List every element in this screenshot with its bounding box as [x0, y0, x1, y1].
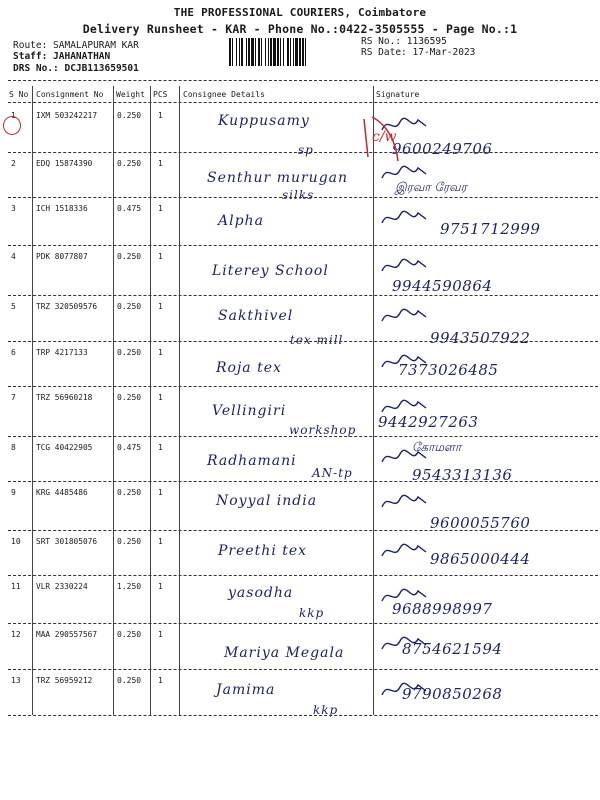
- row-consignee-line2: kkp: [299, 606, 325, 620]
- row-consignee: Senthur murugan: [207, 170, 349, 186]
- row-signature-phone: 7373026485: [398, 361, 499, 379]
- row-sno: 1: [11, 111, 16, 120]
- row-divider: [8, 245, 598, 246]
- row-consignee: Noyyal india: [216, 493, 318, 509]
- row-weight: 0.250: [117, 252, 142, 261]
- cw-stamp-text: c/w: [372, 129, 397, 145]
- barcode-bar: [305, 38, 306, 66]
- barcode-bar: [277, 38, 279, 66]
- row-pcs: 1: [158, 159, 163, 168]
- row-sno: 4: [11, 252, 16, 261]
- row-signature-phone: 8754621594: [402, 640, 503, 658]
- row-divider: [8, 436, 598, 437]
- row-consignment-no: EDQ 15874390: [36, 159, 93, 168]
- signature-scribble: [380, 305, 430, 327]
- signature-scribble: [380, 162, 430, 184]
- barcode-bar: [280, 38, 281, 66]
- cw-stamp-mark: [358, 113, 406, 165]
- row-signature-phone: 9600249706: [392, 140, 493, 158]
- row-consignment-no: TRZ 320509576: [36, 302, 98, 311]
- row-sno: 11: [11, 582, 21, 591]
- row-consignment-no: PDK 8077807: [36, 252, 88, 261]
- row-sno: 6: [11, 348, 16, 357]
- barcode-bar: [232, 38, 233, 66]
- barcode-bar: [295, 38, 298, 66]
- row-divider: [8, 530, 598, 531]
- barcode-bar: [283, 38, 284, 66]
- row-pcs: 1: [158, 676, 163, 685]
- row-sno: 3: [11, 204, 16, 213]
- row-weight: 0.250: [117, 302, 142, 311]
- row-consignee-line2: tex mill: [290, 333, 344, 347]
- row-signature-phone: 9600055760: [430, 514, 531, 532]
- row-sno: 10: [11, 537, 21, 546]
- rs-date: RS Date: 17-Mar-2023: [361, 47, 476, 58]
- row-signature-phone: 9751712999: [440, 220, 541, 238]
- row-consignee-line2: kkp: [313, 703, 339, 717]
- row-signature-phone: 9442927263: [378, 413, 479, 431]
- row-pcs: 1: [158, 348, 163, 357]
- row-sno: 9: [11, 488, 16, 497]
- col-header-pcs: PCS: [153, 90, 168, 99]
- page-title: THE PROFESSIONAL COURIERS, Coimbatore: [173, 6, 427, 19]
- row-pcs: 1: [158, 488, 163, 497]
- signature-scribble: [380, 255, 430, 277]
- row-pcs: 1: [158, 393, 163, 402]
- red-circle-mark: [3, 116, 21, 135]
- col-divider: [150, 86, 151, 715]
- row-weight: 0.475: [117, 204, 142, 213]
- row-pcs: 1: [158, 252, 163, 261]
- row-consignee: Kuppusamy: [218, 113, 310, 129]
- barcode-bar: [241, 38, 243, 66]
- row-signature-phone: 9943507922: [430, 329, 531, 347]
- signature-scribble: [380, 396, 430, 418]
- row-consignee: Mariya Megala: [224, 645, 345, 661]
- row-pcs: 1: [158, 111, 163, 120]
- row-consignment-no: TRZ 56959212: [36, 676, 93, 685]
- barcode-bar: [265, 38, 266, 66]
- col-header-weight: Weight: [116, 90, 145, 99]
- row-sno: 13: [11, 676, 21, 685]
- row-pcs: 1: [158, 582, 163, 591]
- row-weight: 0.250: [117, 111, 142, 120]
- barcode-bar: [246, 38, 247, 66]
- col-divider: [179, 86, 180, 715]
- barcode-bar: [287, 38, 289, 66]
- row-divider: [8, 715, 598, 716]
- staff-label: Staff: JAHANATHAN: [13, 51, 111, 62]
- route-label: Route: SAMALAPURAM KAR: [13, 40, 139, 51]
- barcode-bar: [270, 38, 272, 66]
- barcode-bar: [299, 38, 301, 66]
- header-top-rule: [8, 80, 598, 81]
- barcode-bar: [290, 38, 291, 66]
- barcode-bar: [229, 38, 231, 66]
- row-divider: [8, 197, 598, 198]
- row-signature-text: இரவா ரேவர: [395, 180, 467, 194]
- row-consignee: Literey School: [212, 263, 329, 279]
- barcode-bar: [258, 38, 260, 66]
- row-consignee: Jamima: [216, 682, 276, 698]
- row-divider: [8, 481, 598, 482]
- barcode-bar: [293, 38, 294, 66]
- row-sno: 7: [11, 393, 16, 402]
- row-weight: 0.250: [117, 630, 142, 639]
- page-subtitle: Delivery Runsheet - KAR - Phone No.:0422-3505555 - Page No.:1: [82, 22, 518, 36]
- row-consignee-line2: silks: [282, 188, 315, 202]
- row-weight: 0.475: [117, 443, 142, 452]
- row-weight: 0.250: [117, 348, 142, 357]
- col-header-consignee: Consignee Details: [183, 90, 265, 99]
- row-consignee: Vellingiri: [212, 403, 287, 419]
- row-pcs: 1: [158, 204, 163, 213]
- signature-scribble: [380, 540, 430, 562]
- row-signature-phone: 9543313136: [412, 466, 513, 484]
- row-signature-text: கோமளா: [412, 440, 462, 454]
- row-pcs: 1: [158, 537, 163, 546]
- row-consignee: Roja tex: [216, 360, 282, 376]
- col-divider: [113, 86, 114, 715]
- row-weight: 1.250: [117, 582, 142, 591]
- row-consignment-no: TRP 4217133: [36, 348, 88, 357]
- barcode-bar: [248, 38, 250, 66]
- row-weight: 0.250: [117, 488, 142, 497]
- row-weight: 0.250: [117, 537, 142, 546]
- row-consignee-line2: workshop: [289, 423, 357, 437]
- signature-scribble: [380, 446, 430, 468]
- row-weight: 0.250: [117, 393, 142, 402]
- barcode-bar: [268, 38, 269, 66]
- header-bottom-rule: [8, 102, 598, 103]
- signature-scribble: [380, 351, 430, 373]
- rs-number: RS No.: 1136595: [361, 36, 447, 47]
- barcode-bar: [302, 38, 304, 66]
- col-header-consignment: Consignment No: [36, 90, 104, 99]
- barcode-bar: [261, 38, 262, 66]
- row-sno: 12: [11, 630, 21, 639]
- row-sno: 5: [11, 302, 16, 311]
- col-header-sno: S No: [9, 90, 29, 99]
- barcode-bar: [273, 38, 276, 66]
- row-consignee: Radhamani: [207, 453, 297, 469]
- barcode-bar: [255, 38, 256, 66]
- barcode-bar: [236, 38, 237, 66]
- col-header-signature: Signature: [376, 90, 420, 99]
- row-consignment-no: TRZ 56960218: [36, 393, 93, 402]
- barcode-bar: [251, 38, 254, 66]
- row-consignee: Sakthivel: [218, 308, 294, 324]
- row-divider: [8, 341, 598, 342]
- row-sno: 2: [11, 159, 16, 168]
- row-consignee: Preethi tex: [218, 543, 308, 559]
- signature-scribble: [380, 679, 430, 701]
- row-sno: 8: [11, 443, 16, 452]
- col-divider: [32, 86, 33, 715]
- row-consignee-line2: AN-tp: [312, 466, 353, 480]
- signature-scribble: [380, 491, 430, 513]
- drs-number: DRS No.: DCJB113659501: [13, 63, 139, 74]
- row-consignment-no: MAA 290557567: [36, 630, 98, 639]
- row-consignment-no: SRT 301805076: [36, 537, 98, 546]
- barcode-image: [229, 38, 354, 66]
- row-divider: [8, 386, 598, 387]
- row-signature-phone: 9944590864: [392, 277, 493, 295]
- row-divider: [8, 669, 598, 670]
- signature-scribble: [380, 633, 430, 655]
- row-divider: [8, 623, 598, 624]
- row-weight: 0.250: [117, 676, 142, 685]
- row-divider: [8, 295, 598, 296]
- row-pcs: 1: [158, 302, 163, 311]
- row-consignment-no: KRG 4485486: [36, 488, 88, 497]
- barcode-bar: [239, 38, 240, 66]
- row-weight: 0.250: [117, 159, 142, 168]
- row-signature-phone: 9688998997: [392, 600, 493, 618]
- row-consignment-no: TCG 40422905: [36, 443, 93, 452]
- row-consignment-no: IXM 503242217: [36, 111, 98, 120]
- row-pcs: 1: [158, 630, 163, 639]
- row-consignee-line2: sp: [298, 143, 314, 157]
- col-divider: [373, 86, 374, 715]
- row-signature-phone: 9790850268: [402, 685, 503, 703]
- row-divider: [8, 152, 598, 153]
- signature-scribble: [380, 585, 430, 607]
- signature-scribble: [380, 207, 430, 229]
- row-pcs: 1: [158, 443, 163, 452]
- row-consignee: yasodha: [228, 585, 294, 601]
- row-divider: [8, 575, 598, 576]
- row-consignee: Alpha: [218, 213, 264, 229]
- row-consignment-no: VLR 2330224: [36, 582, 88, 591]
- row-consignment-no: ICH 1518336: [36, 204, 88, 213]
- row-signature-phone: 9865000444: [430, 550, 531, 568]
